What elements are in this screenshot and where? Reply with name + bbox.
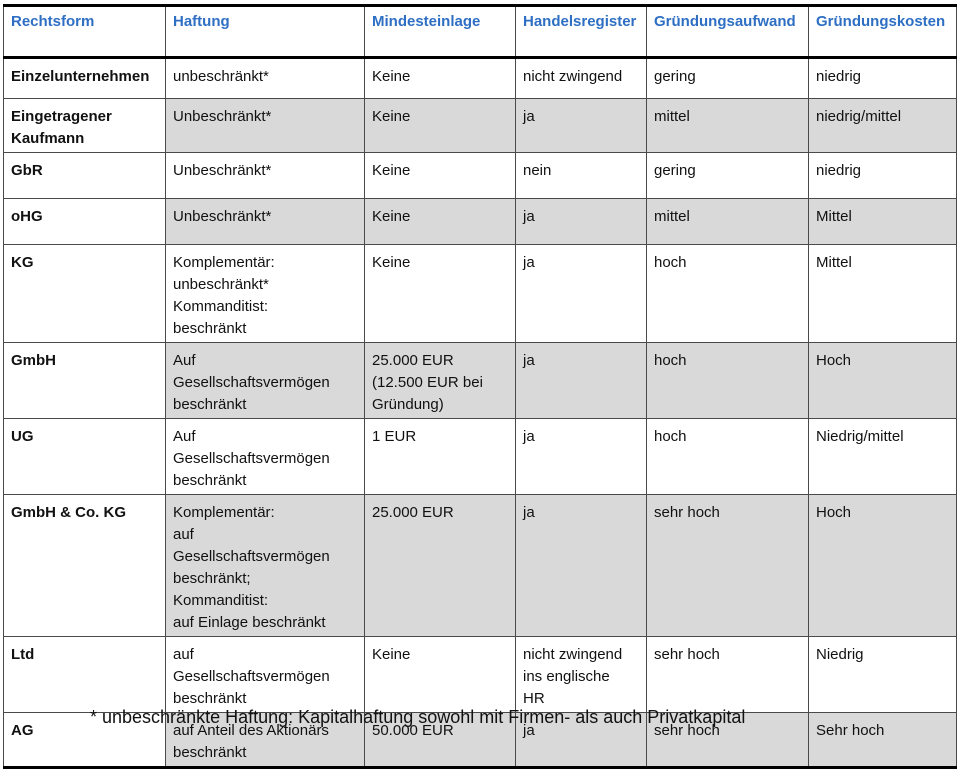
cell-haftung: auf Gesellschaftsvermögen beschränkt: [166, 637, 365, 713]
cell-gruendungskosten: Mittel: [809, 245, 957, 343]
cell-handelsregister: nicht zwingend: [516, 58, 647, 99]
cell-rechtsform: GbR: [4, 153, 166, 199]
cell-mindesteinlage: 25.000 EUR (12.500 EUR bei Gründung): [365, 343, 516, 419]
cell-gruendungsaufwand: gering: [647, 153, 809, 199]
cell-gruendungskosten: Niedrig/mittel: [809, 419, 957, 495]
cell-gruendungsaufwand: hoch: [647, 245, 809, 343]
cell-handelsregister: ja: [516, 99, 647, 153]
cell-handelsregister: ja: [516, 343, 647, 419]
cell-gruendungskosten: Mittel: [809, 199, 957, 245]
header-gruendungsaufwand: Gründungsaufwand: [647, 6, 809, 58]
cell-gruendungsaufwand: sehr hoch: [647, 713, 809, 768]
header-gruendungskosten: Gründungskosten: [809, 6, 957, 58]
legal-forms-table: [3, 4, 957, 769]
cell-mindesteinlage: Keine: [365, 637, 516, 713]
cell-haftung: Auf Gesellschaftsvermögen beschränkt: [166, 343, 365, 419]
table-row: [4, 153, 957, 199]
cell-handelsregister: nein: [516, 153, 647, 199]
cell-handelsregister: ja: [516, 419, 647, 495]
cell-mindesteinlage: 1 EUR: [365, 419, 516, 495]
table-row: [4, 637, 957, 713]
cell-gruendungskosten: Niedrig: [809, 637, 957, 713]
table-row: [4, 419, 957, 495]
table-row: [4, 495, 957, 637]
cell-gruendungsaufwand: hoch: [647, 343, 809, 419]
cell-haftung: auf Anteil des Aktionärs beschränkt: [166, 713, 365, 768]
cell-rechtsform: oHG: [4, 199, 166, 245]
cell-haftung: unbeschränkt*: [166, 58, 365, 99]
cell-gruendungsaufwand: mittel: [647, 99, 809, 153]
cell-gruendungskosten: Sehr hoch: [809, 713, 957, 768]
cell-gruendungsaufwand: gering: [647, 58, 809, 99]
header-haftung: Haftung: [166, 6, 365, 58]
cell-rechtsform: Eingetragener Kaufmann: [4, 99, 166, 153]
cell-gruendungsaufwand: sehr hoch: [647, 637, 809, 713]
cell-rechtsform: Einzelunternehmen: [4, 58, 166, 99]
cell-handelsregister: ja: [516, 713, 647, 768]
cell-rechtsform: GmbH: [4, 343, 166, 419]
cell-haftung: Unbeschränkt*: [166, 153, 365, 199]
cell-mindesteinlage: Keine: [365, 245, 516, 343]
cell-rechtsform: KG: [4, 245, 166, 343]
cell-haftung: Unbeschränkt*: [166, 199, 365, 245]
cell-gruendungsaufwand: hoch: [647, 419, 809, 495]
cell-gruendungsaufwand: mittel: [647, 199, 809, 245]
cell-handelsregister: ja: [516, 245, 647, 343]
cell-gruendungskosten: Hoch: [809, 495, 957, 637]
cell-handelsregister: nicht zwingend ins englische HR: [516, 637, 647, 713]
footnote: * unbeschränkte Haftung: Kapitalhaftung sowohl mit Firmen- als auch Privatkapital: [90, 707, 746, 727]
cell-rechtsform: GmbH & Co. KG: [4, 495, 166, 637]
cell-mindesteinlage: Keine: [365, 199, 516, 245]
cell-handelsregister: ja: [516, 495, 647, 637]
table-row: [4, 199, 957, 245]
cell-gruendungskosten: niedrig/mittel: [809, 99, 957, 153]
cell-handelsregister: ja: [516, 199, 647, 245]
cell-mindesteinlage: Keine: [365, 153, 516, 199]
cell-haftung: Komplementär: unbeschränkt* Kommanditist: beschränkt: [166, 245, 365, 343]
cell-haftung: Unbeschränkt*: [166, 99, 365, 153]
cell-mindesteinlage: 25.000 EUR: [365, 495, 516, 637]
table-row: [4, 245, 957, 343]
cell-haftung: Komplementär: auf Gesellschaftsvermögen beschränkt; Kommanditist: auf Einlage beschränkt: [166, 495, 365, 637]
cell-gruendungskosten: Hoch: [809, 343, 957, 419]
cell-mindesteinlage: Keine: [365, 99, 516, 153]
header-handelsregister: Handelsregister: [516, 6, 647, 58]
cell-mindesteinlage: Keine: [365, 58, 516, 99]
header-mindesteinlage: Mindesteinlage: [365, 6, 516, 58]
cell-gruendungskosten: niedrig: [809, 58, 957, 99]
table-row: [4, 58, 957, 99]
cell-mindesteinlage: 50.000 EUR: [365, 713, 516, 768]
header-rechtsform: Rechtsform: [4, 6, 166, 58]
cell-rechtsform: AG: [4, 713, 166, 768]
cell-gruendungskosten: niedrig: [809, 153, 957, 199]
header-row: [4, 6, 957, 58]
table-row: [4, 99, 957, 153]
table-row: [4, 343, 957, 419]
cell-haftung: Auf Gesellschaftsvermögen beschränkt: [166, 419, 365, 495]
cell-rechtsform: UG: [4, 419, 166, 495]
cell-rechtsform: Ltd: [4, 637, 166, 713]
cell-gruendungsaufwand: sehr hoch: [647, 495, 809, 637]
